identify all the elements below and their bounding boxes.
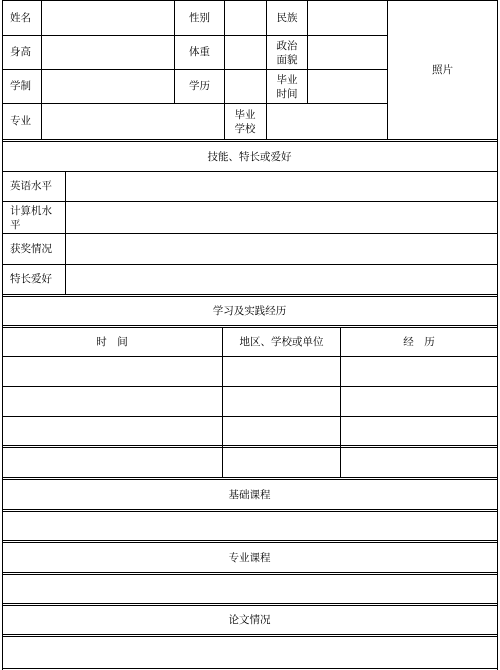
hobbies-field[interactable] xyxy=(66,265,497,294)
divider xyxy=(2,509,498,510)
table-cell[interactable] xyxy=(223,357,340,386)
politics-label: 政治面貌 xyxy=(276,39,298,66)
hobbies-label: 特长爱好 xyxy=(10,273,52,285)
divider xyxy=(2,294,498,295)
border-right xyxy=(497,0,498,670)
divider xyxy=(2,447,498,448)
major-courses-header: 专业课程 xyxy=(228,551,271,564)
major-courses-field[interactable] xyxy=(3,575,497,603)
grad-school-field[interactable] xyxy=(267,104,387,139)
politics-field[interactable] xyxy=(308,36,387,69)
experience-header: 学习及实践经历 xyxy=(212,305,287,317)
education-label: 学历 xyxy=(189,80,210,92)
weight-field[interactable] xyxy=(225,36,266,69)
divider xyxy=(2,477,498,478)
grad-school-label: 毕业学校 xyxy=(234,108,256,135)
computer-field[interactable] xyxy=(66,202,497,233)
thesis-field[interactable] xyxy=(3,637,497,667)
awards-field[interactable] xyxy=(66,234,497,264)
gender-field[interactable] xyxy=(225,1,266,35)
basic-courses-field[interactable] xyxy=(3,512,497,540)
name-field[interactable] xyxy=(42,1,174,35)
height-field[interactable] xyxy=(42,36,174,69)
border-bottom xyxy=(2,668,498,669)
schooling-field[interactable] xyxy=(42,70,174,103)
computer-label: 计算机水平 xyxy=(10,204,52,231)
height-label: 身高 xyxy=(10,46,31,58)
col-exp-header: 经 历 xyxy=(403,336,435,348)
education-field[interactable] xyxy=(225,70,266,103)
gender-label: 性别 xyxy=(189,11,210,24)
thesis-header: 论文情况 xyxy=(228,614,271,626)
name-label: 姓名 xyxy=(10,11,31,24)
major-label: 专业 xyxy=(10,115,31,127)
grad-time-label: 毕业时间 xyxy=(276,73,298,100)
english-label: 英语水平 xyxy=(10,180,52,192)
divider xyxy=(2,634,498,635)
divider xyxy=(2,139,498,140)
ethnicity-field[interactable] xyxy=(308,1,387,35)
schooling-label: 学制 xyxy=(10,80,31,92)
skills-header: 技能、特长或爱好 xyxy=(207,150,292,163)
divider xyxy=(2,325,498,326)
divider xyxy=(2,572,498,573)
grad-time-field[interactable] xyxy=(308,70,387,103)
ethnicity-label: 民族 xyxy=(276,12,298,24)
divider xyxy=(2,386,498,387)
divider xyxy=(2,445,498,446)
major-field[interactable] xyxy=(42,104,224,139)
table-cell[interactable] xyxy=(3,357,222,386)
english-field[interactable] xyxy=(66,172,497,201)
photo-label: 照片 xyxy=(432,63,453,76)
basic-courses-header: 基础课程 xyxy=(228,488,271,501)
table-cell[interactable] xyxy=(341,357,497,386)
divider xyxy=(2,603,498,604)
col-place-header: 地区、学校或单位 xyxy=(239,336,324,348)
col-time-header: 时 间 xyxy=(96,336,128,348)
weight-label: 体重 xyxy=(189,46,210,58)
divider xyxy=(2,416,498,417)
awards-label: 获奖情况 xyxy=(10,242,52,255)
divider xyxy=(2,540,498,541)
